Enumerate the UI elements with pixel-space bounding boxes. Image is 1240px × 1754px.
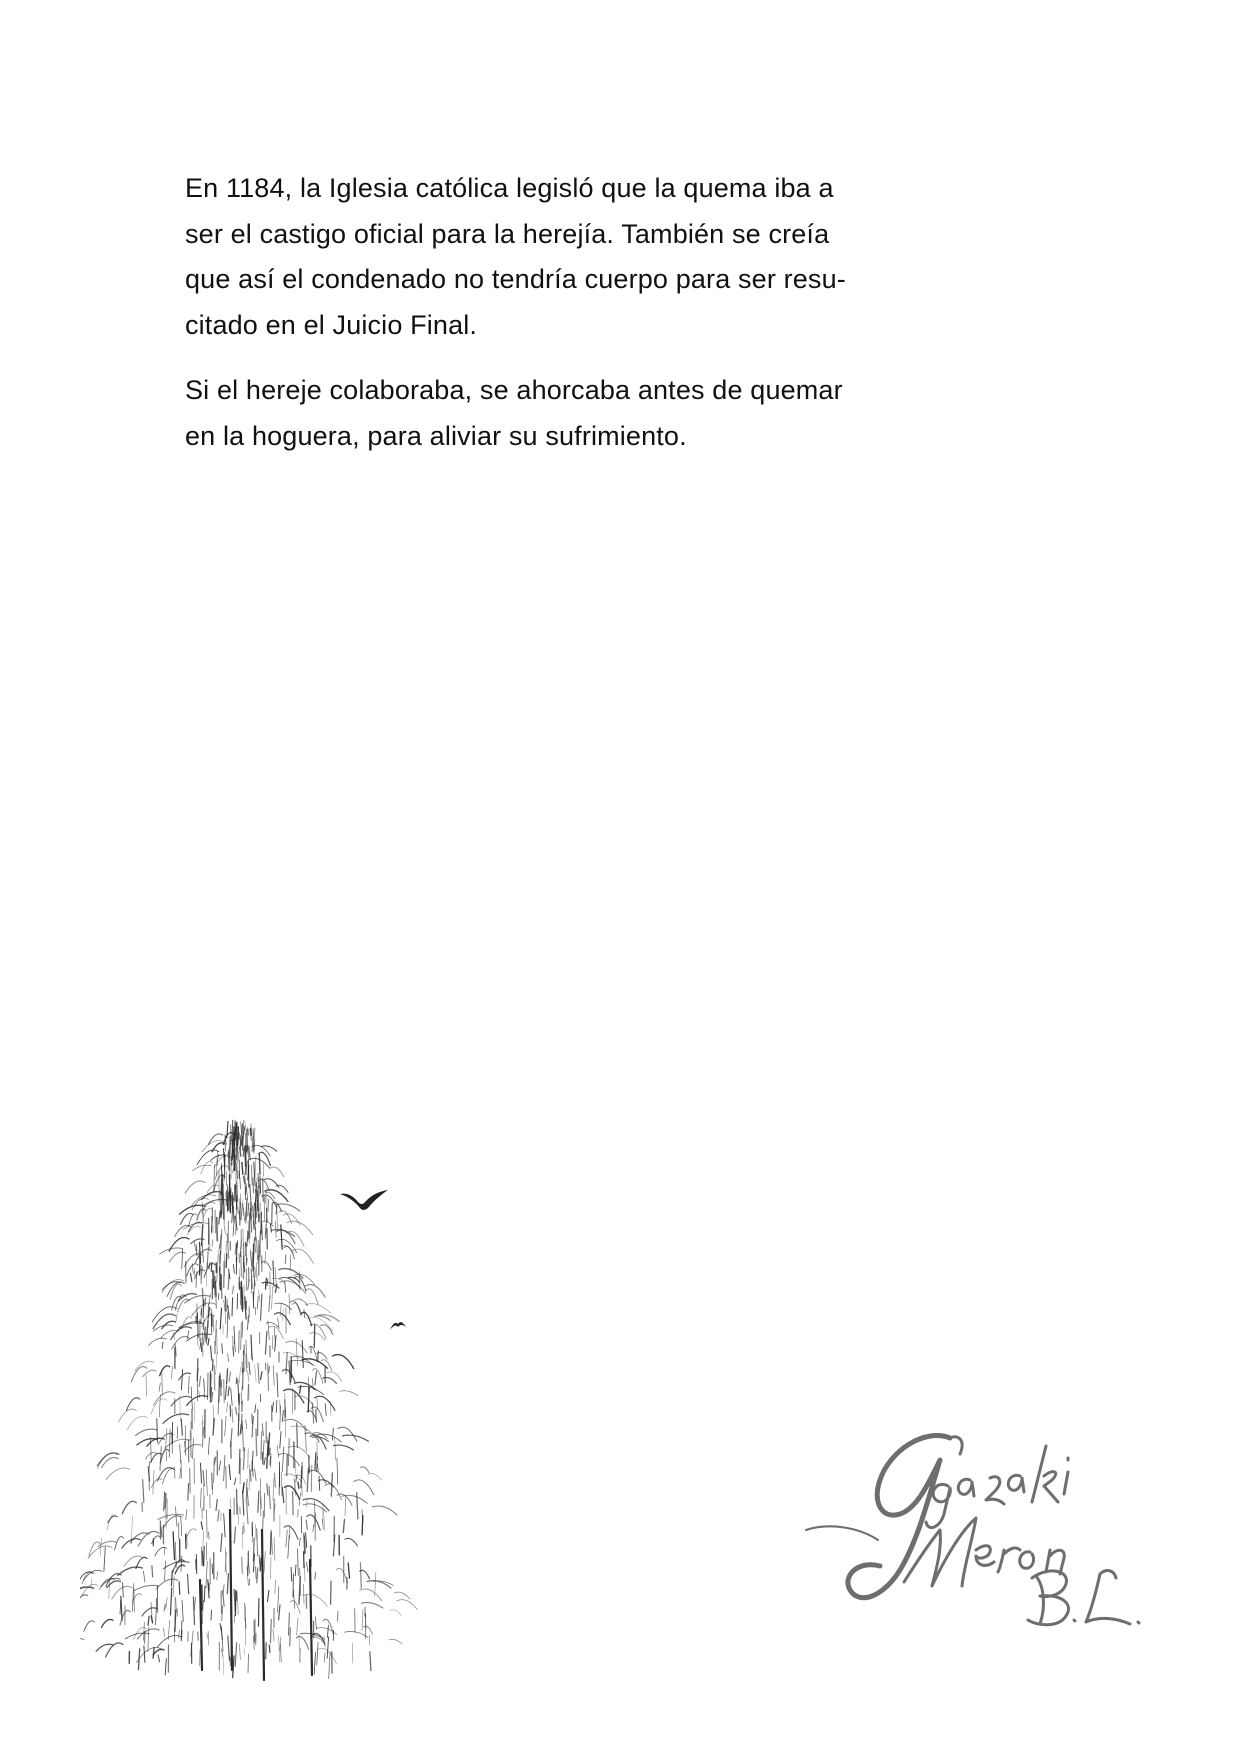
text-line: En 1184, la Iglesia católica legisló que la quema iba a xyxy=(185,173,834,203)
text-line: Si el hereje colaboraba, se ahorcaba antes de quemar xyxy=(185,375,843,405)
text-line: en la hoguera, para aliviar su sufrimiento. xyxy=(185,420,687,451)
text-line: ser el castigo oficial para la herejía. También se creía xyxy=(185,218,830,249)
text-line: citado en el Juicio Final. xyxy=(185,309,478,340)
body-text xyxy=(185,166,945,479)
paragraph-2 xyxy=(185,368,945,459)
text-line: que así el condenado no tendría cuerpo para ser resu- xyxy=(185,264,846,294)
bird-icon xyxy=(389,1318,407,1332)
paragraph-1 xyxy=(185,166,945,348)
signature-logo xyxy=(800,1410,1170,1640)
bird-icon xyxy=(338,1188,390,1212)
